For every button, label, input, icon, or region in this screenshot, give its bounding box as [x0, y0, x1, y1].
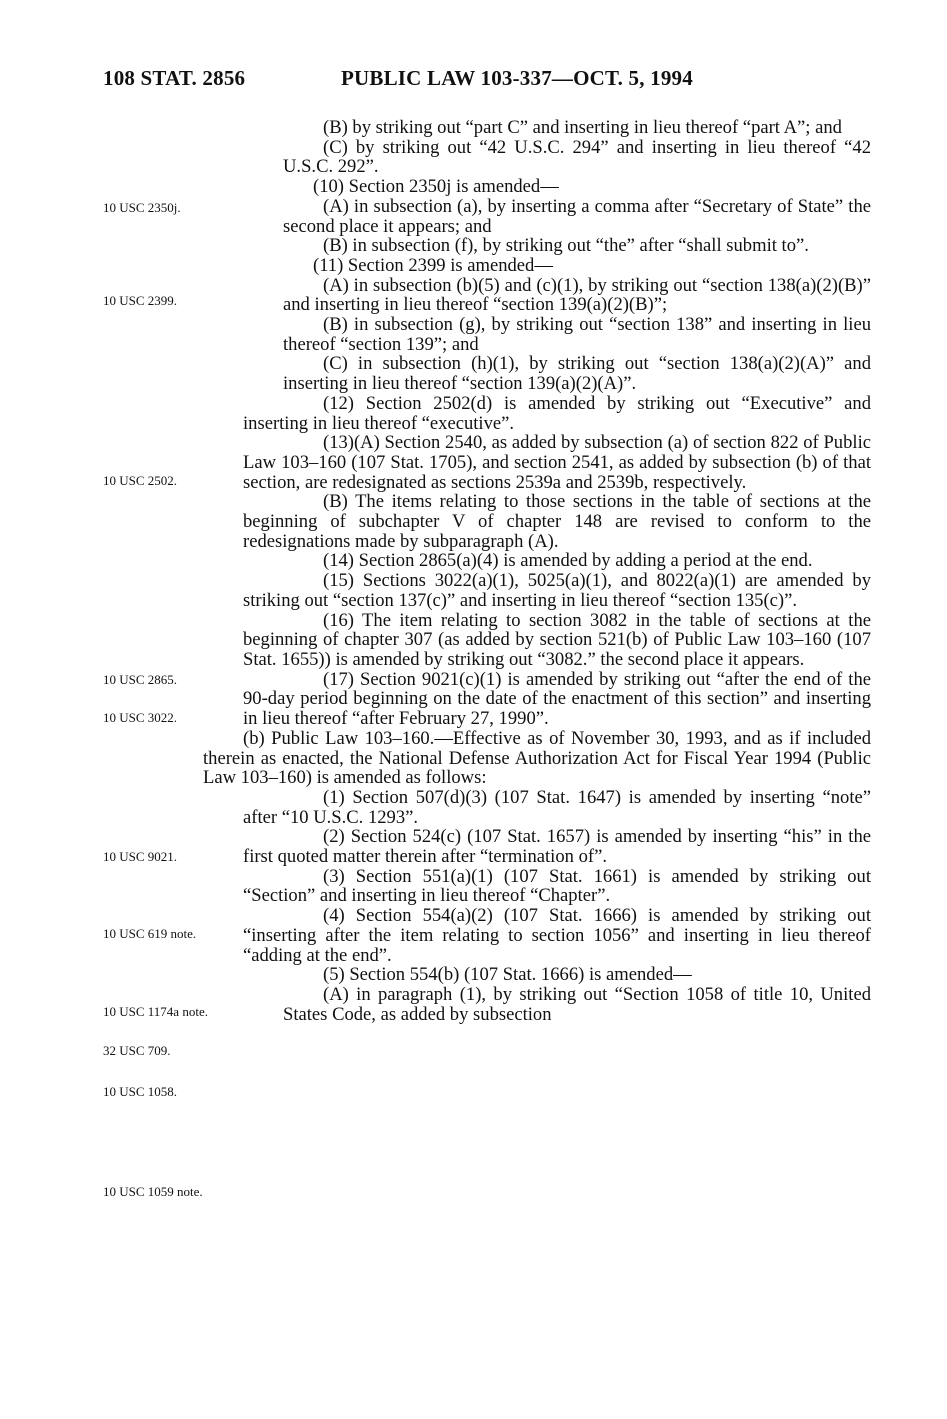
margin-note: 10 USC 2502.: [103, 473, 178, 488]
paragraph: (C) in subsection (h)(1), by striking out “section 138(a)(2)(A)” and inserting in lieu thereof “section 139(a)(2)(A)”.: [283, 353, 871, 395]
paragraph: (12) Section 2502(d) is amended by striking out “Executive” and inserting in lieu thereof “executive”.: [243, 392, 871, 434]
paragraph: (B) in subsection (g), by striking out “section 138” and inserting in lieu thereof “section 139”; and: [283, 314, 871, 355]
statute-text: [203, 117, 871, 1025]
paragraph: (2) Section 524(c) (107 Stat. 1657) is amended by inserting “his” in the first quoted matter therein after “termination of”.: [243, 826, 871, 868]
paragraph: (14) Section 2865(a)(4) is amended by adding a period at the end.: [323, 550, 813, 572]
margin-note: 10 USC 9021.: [103, 849, 178, 864]
margin-note: 10 USC 3022.: [103, 710, 178, 725]
paragraph: (3) Section 551(a)(1) (107 Stat. 1661) is amended by striking out “Section” and inserting in lieu thereof “Chapter”.: [243, 865, 871, 907]
paragraph: (16) The item relating to section 3082 in the table of sections at the beginning of chapter 307 (as added by section 521(b) of Public Law 103–160 (107 Stat. 1655)) is amended by striking out “3082.” the second place it appears.: [243, 609, 871, 670]
stat-page-number: 108 STAT. 2856: [103, 66, 246, 90]
margin-note: 10 USC 1174a note.: [103, 1004, 208, 1019]
paragraph: (4) Section 554(a)(2) (107 Stat. 1666) is amended by striking out “inserting after the item relating to section 1056” and inserting in lieu thereof “adding at the end”.: [243, 905, 871, 966]
paragraph: (A) in paragraph (1), by striking out “Section 1058 of title 10, United States Code, as added by subsection: [283, 983, 871, 1025]
paragraph: (1) Section 507(d)(3) (107 Stat. 1647) is amended by inserting “note” after “10 U.S.C. 1293”.: [243, 786, 871, 828]
paragraph: (A) in subsection (a), by inserting a comma after “Secretary of State” the second place it appears; and: [283, 195, 871, 237]
margin-note: 32 USC 709.: [103, 1043, 171, 1058]
paragraph: (C) by striking out “42 U.S.C. 294” and inserting in lieu thereof “42 U.S.C. 292”.: [283, 136, 871, 178]
page-header: [103, 66, 887, 96]
margin-note: 10 USC 2865.: [103, 672, 178, 687]
paragraph: (17) Section 9021(c)(1) is amended by striking out “after the end of the 90-day period beginning on the date of the enactment of this section” and inserting in lieu thereof “after February 27, 1990”.: [243, 668, 871, 730]
paragraph: (b) Public Law 103–160.—Effective as of November 30, 1993, and as if included therein as enacted, the National Defense Authorization Act for Fiscal Year 1994 (Public Law 103–160) is amended as follows:: [203, 727, 871, 789]
paragraph: (10) Section 2350j is amended—: [313, 176, 559, 198]
paragraph: (15) Sections 3022(a)(1), 5025(a)(1), and 8022(a)(1) are amended by striking out “section 137(c)” and inserting in lieu thereof “section 135(c)”.: [243, 570, 871, 611]
margin-note: 10 USC 1059 note.: [103, 1184, 203, 1199]
paragraph: (A) in subsection (b)(5) and (c)(1), by striking out “section 138(a)(2)(B)” and inserting in lieu thereof “section 139(a)(2)(B)”;: [283, 274, 871, 316]
paragraph: (13)(A) Section 2540, as added by subsection (a) of section 822 of Public Law 103–160 (107 Stat. 1705), and section 2541, as added by subsection (b) of that section, are redesignated as sections 2539a and 2539b, respectively.: [243, 432, 871, 493]
page-body: [0, 118, 947, 1418]
margin-note: 10 USC 619 note.: [103, 926, 197, 941]
paragraph: (B) by striking out “part C” and inserting in lieu thereof “part A”; and: [323, 117, 842, 138]
margin-note: 10 USC 1058.: [103, 1084, 178, 1099]
public-law-title: PUBLIC LAW 103-337—OCT. 5, 1994: [341, 66, 693, 90]
margin-note: 10 USC 2350j.: [103, 200, 181, 215]
margin-note: 10 USC 2399.: [103, 293, 178, 308]
paragraph: (B) in subsection (f), by striking out “the” after “shall submit to”.: [323, 235, 809, 257]
paragraph: (11) Section 2399 is amended—: [313, 254, 553, 276]
paragraph: (5) Section 554(b) (107 Stat. 1666) is amended—: [323, 964, 692, 986]
paragraph: (B) The items relating to those sections in the table of sections at the beginning of subchapter V of chapter 148 are revised to conform to the redesignations made by subparagraph (A).: [243, 491, 871, 552]
